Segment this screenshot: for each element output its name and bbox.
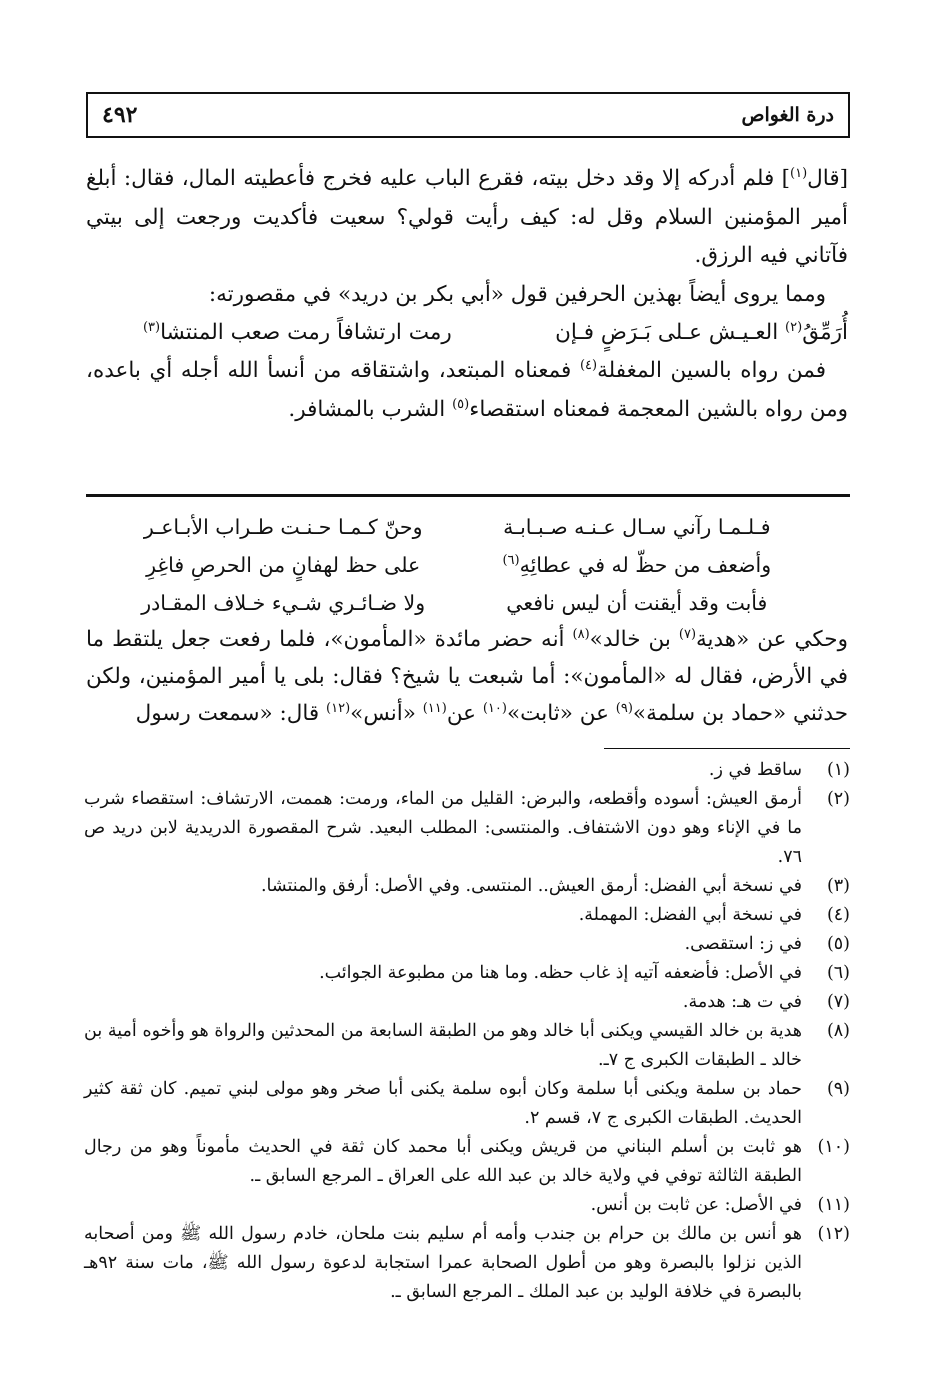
footnote-item <box>84 1133 850 1191</box>
paragraph-4-text-c: أنه حضر مائدة «المأمون»، فلما رفعت جعل يلتقط ما في الأرض، فقال له «المأمون»: أما شبعت يا شيخ؟ فقال: بلى يا أمير المؤمنين، ولكن حدثني «حماد بن سلمة» <box>86 627 848 726</box>
footnote-ref-9: (٩) <box>615 700 633 716</box>
paragraph-4 <box>86 621 848 732</box>
footnote-item <box>84 1191 850 1220</box>
poem-line-3-first-text: فأبت وقد أيقنت أن ليس نافعي <box>506 591 768 615</box>
poem-line-2-second: على حظ لهفانٍ من الحرصِ فاغِرِ <box>146 553 421 577</box>
paragraph-3-text-a: فمن رواه بالسين المغفلة <box>597 358 826 383</box>
footnote-ref-1: (١) <box>790 165 808 181</box>
main-text-lower <box>86 621 848 732</box>
footnote-ref-7: (٧) <box>678 626 697 642</box>
footnote-number: (٥) <box>826 934 850 954</box>
poem-line-2 <box>120 546 800 584</box>
poem-line-2-first-text: وأضعف من حظّ له في عطائِهِ <box>519 553 772 577</box>
footnote-text: في نسخة أبي الفضل: أرمق العيش.. المنتسى. وفي الأصل: أرفق والمنتشا. <box>260 876 802 896</box>
footnote-ref-11: (١١) <box>422 700 447 716</box>
paragraph-4-text-a: وحكي عن «هدية <box>696 627 848 652</box>
footnote-number: (١) <box>826 760 850 780</box>
paragraph-4-text-d: عن «ثابت» <box>506 701 616 726</box>
footnote-number: (١١) <box>817 1195 850 1215</box>
footnote-ref-10: (١٠) <box>482 700 507 716</box>
footnote-item <box>84 1075 850 1133</box>
poem-line-1 <box>120 508 800 546</box>
verse-second-hemistich-text: رمت ارتشافاً رمت صعب المنتشا <box>160 320 452 345</box>
footnote-item <box>84 959 850 988</box>
poem-block <box>120 508 800 622</box>
paragraph-1-text-b: ] فلم أدركه إلا وقد دخل بيته، فقرع الباب عليه فخرج فأعطيته المال، فقال: أبلغ أمير المؤمنين السلام وقل له: كيف رأيت قولي؟ سعيت فأكديت ورجعت إلى بيتي فآتاني فيه الرزق. <box>86 166 848 268</box>
footnote-ref-8: (٨) <box>572 626 590 642</box>
footnote-ref-5: (٥) <box>452 396 470 412</box>
footnote-number: (٦) <box>826 963 850 983</box>
page-number: ٤٩٢ <box>102 102 138 128</box>
paragraph-4-text-e: عن <box>446 701 483 726</box>
footnote-number: (٤) <box>826 905 850 925</box>
footnote-number: (٣) <box>826 876 850 896</box>
footnote-item <box>84 785 850 872</box>
paragraph-1 <box>86 160 848 276</box>
footnote-ref-6: (٦) <box>502 553 520 569</box>
paragraph-1-text-a: [قال <box>807 166 848 191</box>
footnote-number: (١٠) <box>817 1137 850 1157</box>
footnote-text: أرمق العيش: أسوده وأقطعه، والبرض: القليل من الماء، ورمت: هممت، الارتشاف: استقصاء شرب ما في الإناء وهو دون الاشتفاف. والمنتسى: المطلب البعيد. شرح المقصورة الدريدية لابن دريد ص ٧٦. <box>84 789 802 867</box>
footnote-number: (٨) <box>826 1021 850 1041</box>
poem-line-1-first <box>474 508 800 546</box>
main-text-upper <box>86 160 848 429</box>
footnote-text: في الأصل: فأضعفه آتيه إذ غاب حظه. وما هنا من مطبوعة الجوائب. <box>319 963 802 983</box>
footnote-text: هدية بن خالد القيسي ويكنى أبا خالد وهو من الطبقة السابعة من المحدثين والرواة هو وأخوه أمية بن خالد ـ الطبقات الكبرى ج ٧ـ. <box>84 1021 802 1070</box>
footnote-separator <box>604 748 850 749</box>
footnote-number: (٢) <box>826 789 850 809</box>
footnote-text: في الأصل: عن ثابت بن أنس. <box>590 1195 802 1215</box>
footnote-ref-4: (٤) <box>579 357 598 373</box>
footnote-item <box>84 872 850 901</box>
footnote-number: (١٢) <box>817 1224 850 1244</box>
footnote-item <box>84 1220 850 1307</box>
footnote-item <box>84 901 850 930</box>
poem-line-1-first-text: فـلـمـا رآني سـال عـنـه صـبـابـة <box>503 515 771 539</box>
verse-first-hemistich-text: العـيـش عـلى بَـرَضٍ فـإن <box>555 320 786 345</box>
footnote-item <box>84 930 850 959</box>
footnote-text: ساقط في ز. <box>708 760 802 780</box>
footnote-text: في ز: استقصى. <box>684 934 802 954</box>
paragraph-3 <box>86 352 848 429</box>
poem-line-2-first <box>474 546 800 584</box>
footnote-ref-3: (٣) <box>142 319 161 335</box>
paragraph-3-text-b: فمعناه المبتعد، واشتقاقه من أنسأ الله أجله أي باعده، ومن رواه بالشين المعجمة فمعناه استقصاء <box>86 358 848 422</box>
paragraph-4-text-g: قال: «سمعت رسول <box>135 701 327 726</box>
footnote-number: (٩) <box>826 1079 850 1099</box>
paragraph-3-text-c: الشرب بالمشافر. <box>288 396 453 422</box>
poem-line-1-second: وحنّ كـمـا حـنـت طـراب الأبـاعـر <box>143 515 423 539</box>
footnote-text: هو ثابت بن أسلم البناني من قريش ويكنى أبا محمد كان ثقة في الحديث مأموناً وهو من رجال الطبقة الثالثة توفي في ولاية خالد بن عبد الله على العراق ـ المرجع السابق ـ. <box>84 1137 802 1186</box>
footnote-item <box>84 756 850 785</box>
footnote-text: في نسخة أبي الفضل: المهملة. <box>578 905 802 925</box>
verse-line <box>86 314 848 352</box>
footnotes <box>84 756 850 1307</box>
footnote-item <box>84 1017 850 1075</box>
paragraph-2: ومما يروى أيضاً بهذين الحرفين قول «أبي بكر بن دريد» في مقصورته: <box>208 281 826 307</box>
verse-word: أُرَمِّقُ <box>802 320 848 345</box>
poem-line-3-second: ولا ضـائـري شـيء خـلاف المقـادر <box>141 591 426 615</box>
section-divider <box>86 494 850 497</box>
running-title: درة الغواص <box>741 104 834 126</box>
verse-first-hemistich <box>482 314 848 352</box>
footnote-number: (٧) <box>826 992 850 1012</box>
footnote-ref-2: (٢) <box>785 319 803 335</box>
footnote-text: هو أنس بن مالك بن حرام بن جندب وأمه أم سليم بنت ملحان، خادم رسول الله ﷺ ومن أصحابه الذين نزلوا بالبصرة وهو من أطول الصحابة عمرا استجابة لدعوة رسول الله ﷺ، مات سنة ٩٢هـ بالبصرة في خلافة الوليد بن عبد الملك ـ المرجع السابق ـ. <box>84 1224 802 1302</box>
footnote-ref-12: (١٢) <box>326 700 351 716</box>
verse-second-hemistich <box>86 314 452 352</box>
footnote-text: حماد بن سلمة ويكنى أبا سلمة وكان أبوه سلمة يكنى أبا صخر وهو مولى لبني تميم. كان ثقة كثير الحديث. الطبقات الكبرى ج ٧، قسم ٢. <box>84 1079 802 1128</box>
poem-line-3-first <box>474 584 800 622</box>
footnote-item <box>84 988 850 1017</box>
poem-line-3 <box>120 584 800 622</box>
footnote-text: في ت هـ: هدمة. <box>682 992 802 1012</box>
running-header <box>86 92 850 138</box>
paragraph-4-text-b: بن خالد» <box>589 627 679 652</box>
paragraph-4-text-f: «أنس» <box>350 701 423 726</box>
